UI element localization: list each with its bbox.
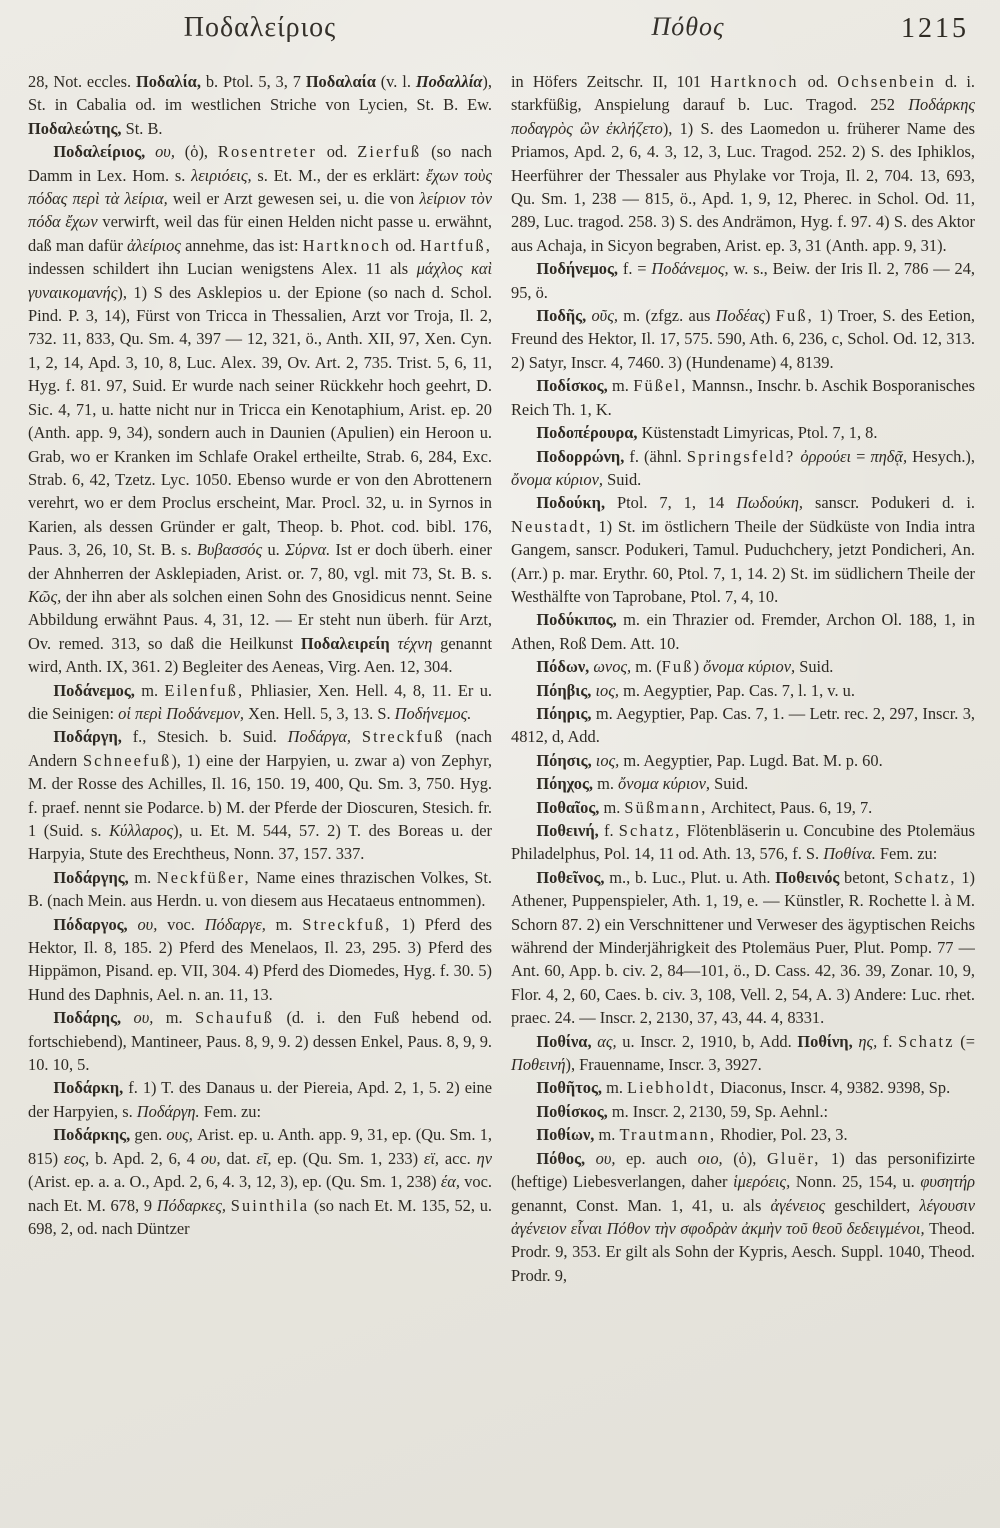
dictionary-entry: Ποθίσκος, m. Inscr. 2, 2130, 59, Sp. Aehnl.: [536, 1101, 829, 1121]
entry-headword: Ποθίσκος, [536, 1101, 608, 1121]
entry-headword: Πόδων, [536, 657, 590, 677]
entry-headword: Ποθίνα, [536, 1031, 592, 1051]
dictionary-entry: Πόηχος, m. ὄνομα κύριον, Suid. [536, 774, 749, 794]
dictionary-entry: Ποδαλείριος, ου, (ὁ), Rosentreter od. Zierfuß (so nach Damm in Lex. Hom. s. λειριόεις, s. Et. M., der es erklärt: ἔχων τοὺς πόδας περὶ τὰ λείρια, weil er Arzt gewesen sei, u. die von λείριον τὸν πόδα ἔχων verwirft, weil das für einen Helden nicht passe u. erwähnt, daß man dafür ἀλείριος annehme, das ist: Hartknoch od. Hartfuß, indessen schildert ihn Lucian wenigstens Alex. 11 als μάχλος καὶ γυναικομανής), 1) S des Asklepios u. der Epione (so nach d. Schol. Pind. P. 3, 14), Fürst von Tricca in Thessalien, Arzt vor Troja, Il. 2, 732. 11, 833, Qu. Sm. 4, 397 — 12, 321, ö., Anth. XII, 97, Xen. Cyn. 1, 2, 14, Apd. 3, 10, 8, Luc. Alex. 39, Ov. Art. 2, 735. Trist. 5, 6, 11, Hyg. f. 81. 97, Suid. Er wurde nach seiner Rückkehr hoch geehrt, D. Sic. 4, 71, u. hatte nicht nur in Tricca ein Kenotaphium, Arist. ep. 20 (Anth. app. 9, 34), sondern auch in Daunien (Apulien) ein Heroon u. Grab, wo er Kranken im Schlafe Orakel ertheilte, Strab. 6, 284, Exc. Strab. 6, 42, Tzetz. Lyc. 1050. Ebenso wurde er von den Abrottenern verehrt, wo er dem Proclus erscheint, Mar. Procl. 32, u. in Syrnos in Karien, als dessen Gründer er galt, Theop. b. Phot. cod. bibl. 176, Paus. 3, 26, 10, St. B. s. Βυβασσός u. Σύρνα. Ist er doch überh. einer der Ahnherren der Asklepiaden, Arist. or. 7, 80, vgl. mit 73, St. B. s. Κῶς, der ihn aber als solchen einen Sohn des Gnosidicus nennt. Seine Abbildung erwähnt Paus. 4, 31, 12. — Er steht nun überh. für Arzt, Ov. remed. 313, so daß die Heilkunst Ποδαλειρείη τέχνη genannt wird, Anth. IX, 361. 2) Begleiter des Aeneas, Virg. Aen. 12, 304. [28, 142, 493, 677]
entry-headword: Πόηρις, [536, 703, 592, 723]
dictionary-entry: Ποθίων, m. Trautmann, Rhodier, Pol. 23, 3. [536, 1125, 848, 1145]
dictionary-entry: Ποδούκη, Ptol. 7, 1, 14 Πωδούκη, sanscr. Podukeri d. i. Neustadt, 1) St. im östlichern Theile der Südküste von India intra Gangem, sanscr. Podukeri, Tamul. Puduchchery, jetzt Pondicheri, An. (Arr.) p. mar. Erythr. 60, Ptol. 7, 1, 14. 2) St. im südlichern Theile der Westhälfte von Taprobane, Ptol. 7, 4, 10. [511, 493, 975, 606]
dictionary-entry: Ποδάρκη, f. 1) T. des Danaus u. der Piereia, Apd. 2, 1, 5. 2) eine der Harpyien, s. Ποδάργη. Fem. zu: [28, 1078, 492, 1121]
left-column [28, 70, 492, 1500]
entry-headword: Πόδαργος, [53, 914, 128, 934]
dictionary-entry: Ποθεινή, f. Schatz, Flötenbläserin u. Concubine des Ptolemäus Philadelphus, Pol. 14, 11 od. Ath. 13, 576, f. S. Ποθίνα. Fem. zu: [511, 821, 975, 864]
text-columns [28, 70, 975, 1500]
entry-headword: Ποδάρκης, [53, 1125, 131, 1145]
entry-headword: Ποδάρκη, [53, 1078, 124, 1098]
dictionary-entry: Πόδαργος, ου, voc. Πόδαργε, m. Streckfuß, 1) Pferd des Hektor, Il. 8, 185. 2) Pferd des Menelaos, Il. 23, 295. 3) Pferd des Hippämon, Pisand. ep. VII, 304. 4) Pferd des Diomedes, Hyg. f. 30. 5) Hund des Daphnis, Ael. n. an. 11, 13. [28, 914, 492, 1004]
entry-continuation-paragraph: 28, Not. eccles. Ποδαλία, b. Ptol. 5, 3, 7 Ποδαλαία (v. l. Ποδαλλία), St. in Cabalia od. im westlichen Striche von Lycien, St. B. Ew. Ποδαλεώτης, St. B. [28, 72, 492, 138]
entry-headword: Ποθῆτος, [536, 1078, 602, 1098]
entry-headword: Ποδορρώνη, [536, 446, 625, 466]
entry-headword: Ποδοπέρουρα, [536, 423, 638, 443]
entry-headword: Ποθαῖος, [536, 797, 600, 817]
dictionary-entry: Ποδάνεμος, m. Eilenfuß, Phliasier, Xen. Hell. 4, 8, 11. Er u. die Seinigen: οἱ περὶ Ποδάνεμον, Xen. Hell. 5, 3, 13. S. Ποδήνεμος. [28, 680, 492, 723]
right-column [511, 70, 975, 1500]
dictionary-entry: Ποθεῖνος, m., b. Luc., Plut. u. Ath. Ποθεινός betont, Schatz, 1) Athener, Puppenspieler, Ath. 1, 19, e. — Künstler, R. Rochette l. à M. Schorn 87. 2) ein Verschnittener und Verweser des ägyptischen Reichs während der Minderjährigkeit des Ptolemäus Puer, Plut. Pomp. 77 — Ant. 60, App. b. civ. 2, 84—101, ö., D. Cass. 42, 36. 39, Zonar. 10, 9, Flor. 4, 2, 60, Caes. b. civ. 3, 108, Vell. 2, 54, A. 3) Andere: Luc. rhet. praec. 24. — Inscr. 2, 2130, 37, 43, 44. 4, 8331. [511, 867, 975, 1028]
entry-headword: Ποδῆς, [536, 306, 587, 326]
entry-headword: Ποθίων, [536, 1125, 595, 1145]
entry-headword: Ποδήνεμος, [536, 259, 618, 279]
dictionary-entry: Ποδύκιπος, m. ein Thrazier od. Fremder, Archon Ol. 188, 1, in Athen, Roß Dem. Att. 10. [511, 610, 975, 653]
dictionary-entry: Ποδάρκης, gen. ους, Arist. ep. u. Anth. app. 9, 31, ep. (Qu. Sm. 1, 815) εος, b. Apd. 2, 6, 4 ου, dat. εῖ, ep. (Qu. Sm. 1, 233) εϊ, acc. ην (Arist. ep. a. a. O., Apd. 2, 6, 4. 3, 12, 3), ep. (Qu. Sm. 1, 238) έα, voc. nach Et. M. 678, 9 Πόδαρκες, Suinthila (so nach Et. M. 135, 52, u. 698, 2, od. nach Düntzer [28, 1125, 492, 1238]
dictionary-entry: Πόθος, ου, ep. auch οιο, (ὁ), Gluër, 1) das personifizirte (heftige) Liebesverlangen, daher ἱμερόεις, Nonn. 25, 154, u. φυσητήρ genannt, Const. Man. 1, 41, u. als ἀγένειος geschildert, λέγουσιν ἀγένειον εἶναι Πόθον τὴν σφοδρὰν ἀκμὴν τοῦ θεοῦ δεδειγμένοι, Theod. Prodr. 9, 353. Er gilt als Sohn der Kypris, Aesch. Suppl. 1040, Theod. Prodr. 9, [511, 1148, 975, 1285]
entry-headword: Ποδαλείριος, [53, 142, 146, 162]
entry-headword: Ποδάργης, [53, 867, 129, 887]
entry-headword: Πόηχος, [536, 774, 593, 794]
dictionary-entry: Πόηβις, ιος, m. Aegyptier, Pap. Cas. 7, l. 1, v. u. [536, 680, 855, 700]
entry-headword: Ποδούκη, [536, 493, 606, 513]
dictionary-entry: Ποδίσκος, m. Füßel, Mannsn., Inschr. b. Aschik Bosporanisches Reich Th. 1, K. [511, 376, 975, 419]
dictionary-entry: Ποθαῖος, m. Süßmann, Architect, Paus. 6, 19, 7. [536, 797, 873, 817]
dictionary-entry: Ποδάργης, m. Neckfüßer, Name eines thrazischen Volkes, St. B. (nach Mein. aus Herdn. u. von diesem aus Hecataeus entnommen). [28, 867, 492, 911]
dictionary-entry: Ποδῆς, οῦς, m. (zfgz. aus Ποδέας) Fuß, 1) Troer, S. des Eetion, Freund des Hektor, Il. 17, 575. 590, Ath. 6, 236, c, Schol. Od. 12, 313. 2) Satyr, Inscr. 4, 7460. 3) (Hundename) 4, 8139. [511, 306, 975, 372]
entry-headword: Ποδίσκος, [536, 376, 608, 396]
dictionary-entry: Ποδάργη, f., Stesich. b. Suid. Ποδάργα, Streckfuß (nach Andern Schneefuß), 1) eine der Harpyien, u. zwar a) von Zephyr, M. der Rosse des Achilles, Il. 16, 150. 19, 400, Qu. Sm. 3, 750. Hyg. f. praef. nennt sie Podarce. b) M. der Pferde der Dioscuren, Stesich. fr. 1 (Suid. s. Κύλλαρος), u. Et. M. 544, 57. 2) T. des Boreas u. der Harpyia, Stute des Erechtheus, Nonn. 37, 157. 337. [28, 727, 492, 864]
running-head-right: Πόθος [651, 12, 725, 41]
entry-headword: Ποθεῖνος, [536, 867, 605, 887]
dictionary-entry: Πόηρις, m. Aegyptier, Pap. Cas. 7, 1. — Letr. rec. 2, 297, Inscr. 3, 4812, d, Add. [511, 703, 975, 747]
dictionary-entry: Πόδων, ωνος, m. (Fuß) ὄνομα κύριον, Suid. [536, 657, 834, 677]
entry-headword: Ποδάρης, [53, 1008, 122, 1028]
dictionary-entry: Ποδορρώνη, f. (ähnl. Springsfeld? ὀρρούει = πηδᾷ, Hesych.), ὄνομα κύριον, Suid. [511, 446, 975, 489]
entry-headword: Ποδάνεμος, [53, 680, 135, 700]
entry-headword: Πόησις, [536, 750, 592, 770]
entry-headword: Ποδύκιπος, [536, 610, 617, 630]
dictionary-entry: Ποδάρης, ου, m. Schaufuß (d. i. den Fuß hebend od. fortschiebend), Mantineer, Paus. 8, 9, 9. 2) dessen Enkel, Paus. 8, 9, 9. 10. 10, 5. [28, 1008, 492, 1075]
page-number: 1215 [901, 13, 969, 44]
page-header [28, 12, 975, 60]
dictionary-entry: Ποδήνεμος, f. = Ποδάνεμος, w. s., Beiw. der Iris Il. 2, 786 — 24, 95, ö. [511, 259, 975, 302]
entry-headword: Ποθεινή, [536, 821, 599, 840]
dictionary-entry: Ποθίνα, ας, u. Inscr. 2, 1910, b, Add. Ποθίνη, ης, f. Schatz (= Ποθεινή), Frauenname, Inscr. 3, 3927. [511, 1031, 975, 1075]
entry-headword: Πόθος, [536, 1148, 586, 1168]
dictionary-entry: Ποδοπέρουρα, Küstenstadt Limyricas, Ptol. 7, 1, 8. [536, 423, 878, 443]
entry-continuation-paragraph: in Höfers Zeitschr. II, 101 Hartknoch od. Ochsenbein d. i. starkfüßig, Anspielung darauf b. Luc. Tragod. 252 Ποδάρκης ποδαγρὸς ὢν ἐκλήζετο), 1) S. des Laomedon u. früherer Name des Priamos, Apd. 2, 6, 4. 3, 12, 3, Luc. Tragod. 252. 2) S. des Iphiklos, Heerführer der Thessaler aus Phylake vor Troja, Il. 2, 704. 13, 693, Qu. Sm. 1, 238 — 815, ö., Apd. 1, 9, 12, Pherec. in Schol. Od. 11, 289, Luc. tragod. 258. 3) S. des Andrämon, Hyg. f. 97. 4) S. des Aktor aus Achaja, in Sicyon begraben, Arist. ep. 3, 31 (Anth. app. 9, 31). [511, 72, 975, 255]
running-head-left: Ποδαλείριος [183, 12, 337, 43]
entry-headword: Ποδάργη, [53, 727, 122, 747]
dictionary-entry: Πόησις, ιος, m. Aegyptier, Pap. Lugd. Bat. M. p. 60. [536, 750, 883, 770]
entry-headword: Πόηβις, [536, 680, 592, 700]
dictionary-entry: Ποθῆτος, m. Liebholdt, Diaconus, Inscr. 4, 9382. 9398, Sp. [536, 1078, 951, 1098]
